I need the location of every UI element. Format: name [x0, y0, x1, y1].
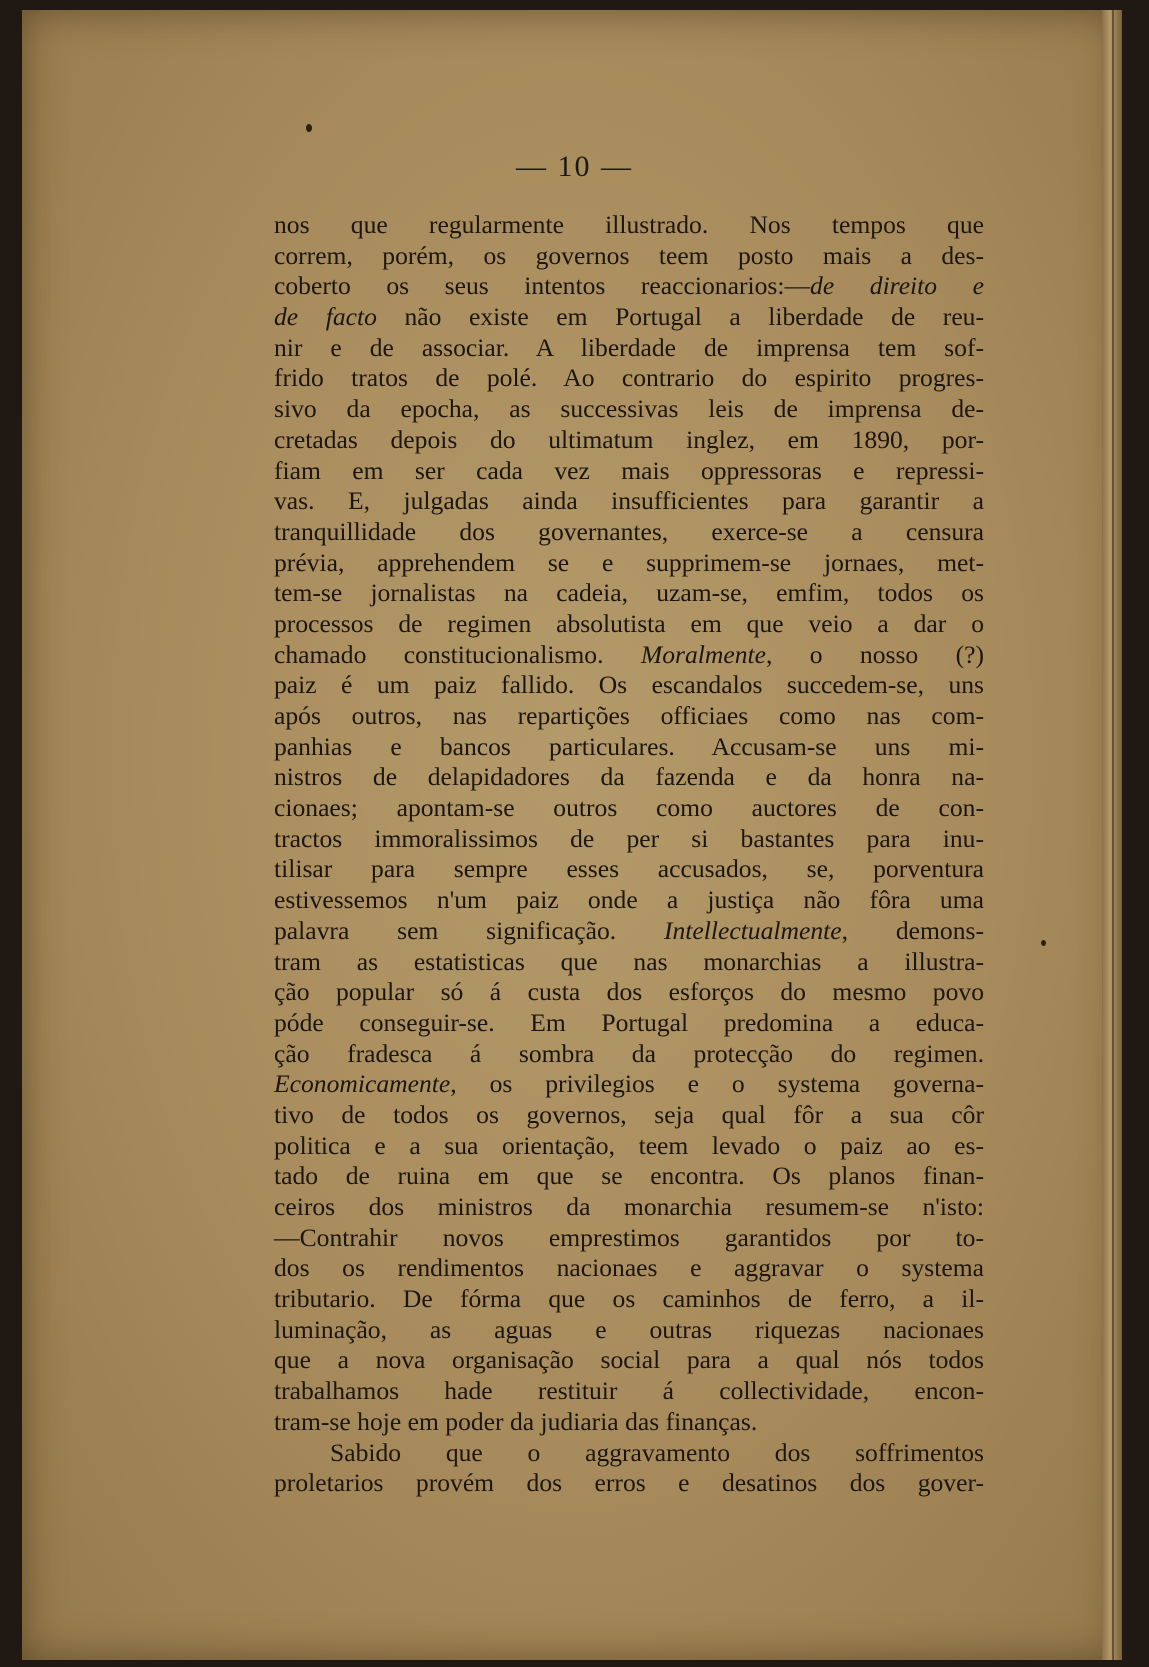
text-line: tributario. De fórma que os caminhos de ferro, a il-	[274, 1284, 984, 1314]
ink-speck	[1041, 940, 1046, 946]
body-text	[274, 210, 984, 1499]
text-line: tractos immoralissimos de per si bastantes para inu-	[274, 823, 984, 853]
text-line: vas. E, julgadas ainda insufficientes para garantir a	[274, 486, 984, 516]
text-line: trabalhamos hade restituir á collectividade, encon-	[274, 1376, 984, 1406]
text-line: sivo da epocha, as successivas leis de imprensa de-	[274, 394, 984, 424]
text-line: Sabido que o aggravamento dos soffrimentos	[330, 1437, 984, 1467]
text-line: ceiros dos ministros da monarchia resumem-se n'isto:	[274, 1192, 984, 1221]
text-line: que a nova organisação social para a qual nós todos	[274, 1345, 984, 1375]
text-line: fiam em ser cada vez mais oppressoras e repressi-	[274, 455, 984, 485]
text-line: prévia, apprehendem se e supprimem-se jornaes, met-	[274, 547, 984, 577]
text-line: tilisar para sempre esses accusados, se, porventura	[274, 854, 984, 884]
text-line: cionaes; apontam-se outros como auctores de con-	[274, 793, 984, 823]
text-line: tivo de todos os governos, seja qual fôr a sua côr	[274, 1099, 984, 1129]
ink-speck	[306, 124, 312, 132]
text-line: nir e de associar. A liberdade de imprensa tem sof-	[274, 332, 984, 362]
text-line: palavra sem significação. Intellectualmente, demons-	[274, 915, 984, 945]
text-line: após outros, nas repartições officiaes como nas com-	[274, 701, 984, 730]
text-line: frido tratos de polé. Ao contrario do espirito progres-	[274, 363, 984, 393]
text-line: —Contrahir novos emprestimos garantidos por to-	[274, 1222, 984, 1252]
text-line: panhias e bancos particulares. Accusam-se uns mi-	[274, 731, 984, 761]
text-line: paiz é um paiz fallido. Os escandalos succedem-se, uns	[274, 670, 984, 700]
text-line: estivessemos n'um paiz onde a justiça não fôra uma	[274, 885, 984, 915]
text-line: póde conseguir-se. Em Portugal predomina a educa-	[274, 1007, 984, 1037]
text-line: dos os rendimentos nacionaes e aggravar o systema	[274, 1253, 984, 1283]
text-line: Economicamente, os privilegios e o systema governa-	[274, 1069, 984, 1099]
text-line: nistros de delapidadores da fazenda e da honra na-	[274, 762, 984, 792]
text-line: chamado constitucionalismo. Moralmente, o nosso (?)	[274, 639, 984, 669]
text-line: de facto não existe em Portugal a liberdade de reu-	[274, 302, 984, 332]
text-line: politica e a sua orientação, teem levado o paiz ao es-	[274, 1130, 984, 1160]
text-line: tram as estatisticas que nas monarchias a illustra-	[274, 946, 984, 976]
text-line: tado de ruina em que se encontra. Os planos finan-	[274, 1161, 984, 1191]
text-line: tram-se hoje em poder da judiaria das finanças.	[274, 1406, 758, 1436]
text-line: luminação, as aguas e outras riquezas nacionaes	[274, 1314, 984, 1344]
text-line: tranquillidade dos governantes, exerce-se a censura	[274, 516, 984, 546]
text-line: cretadas depois do ultimatum inglez, em 1890, por-	[274, 424, 984, 454]
text-line: proletarios provém dos erros e desatinos dos gover-	[274, 1468, 984, 1498]
page-number: — 10 —	[516, 150, 633, 183]
text-line: coberto os seus intentos reaccionarios:—de direito e	[274, 271, 985, 301]
text-line: ção fradesca á sombra da protecção do regimen.	[274, 1038, 984, 1068]
text-line: correm, porém, os governos teem posto mais a des-	[274, 240, 984, 270]
text-line: ção popular só á custa dos esforços do mesmo povo	[274, 977, 984, 1007]
text-line: nos que regularmente illustrado. Nos tempos que	[274, 210, 984, 239]
text-line: processos de regimen absolutista em que veio a dar o	[274, 608, 984, 638]
page-fold	[1112, 10, 1114, 1660]
text-line: tem-se jornalistas na cadeia, uzam-se, emfim, todos os	[274, 578, 984, 608]
